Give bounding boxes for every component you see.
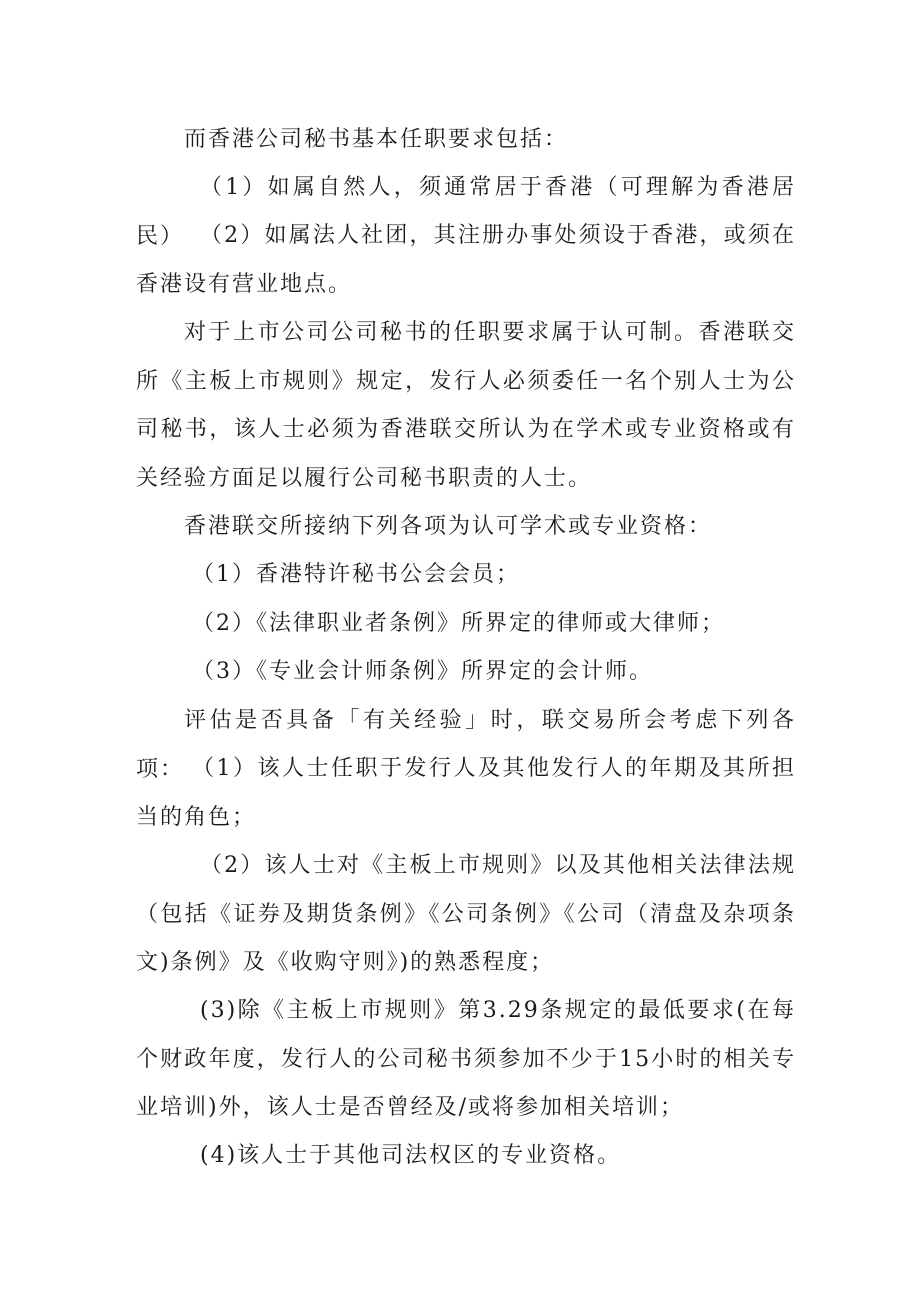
paragraph-natural-person: （1）如属自然人，须通常居于香港（可理解为香港居民） (136, 175, 796, 249)
list-item-experience-3: (3)除《主板上市规则》第3.29条规定的最低要求(在每个财政年度，发行人的公司秘书须参加不少于15小时的相关专业培训)外，该人士是否曾经及/或将参加相关培训； (136, 998, 796, 1120)
list-item-experience-4: (4)该人士于其他司法权区的专业资格。 (200, 1143, 622, 1168)
paragraph-corporate-body: （2）如属法人社团，其注册办事处须设于香港，或须在香港设有营业地点。 (136, 223, 796, 297)
list-item-qualification-2: （2）《法律职业者条例》所界定的律师或大律师； (192, 611, 725, 636)
list-item-qualification-3: （3）《专业会计师条例》所界定的会计师。 (192, 659, 653, 684)
list-item-qualification-1: （1）香港特许秘书公会会员； (192, 562, 520, 587)
paragraph-hk-secretary-requirements: 而香港公司秘书基本任职要求包括： (184, 127, 569, 152)
paragraph-listed-company-requirements: 对于上市公司公司秘书的任职要求属于认可制。香港联交所《主板上市规则》规定，发行人必须委任一名个别人士为公司秘书，该人士必须为香港联交所认为在学术或专业资格或有关经验方面足以履行公司秘书职责的人士。 (136, 320, 796, 491)
paragraph-accepted-qualifications: 香港联交所接纳下列各项为认可学术或专业资格： (184, 514, 713, 539)
list-item-experience-1: （1）该人士任职于发行人及其他发行人的年期及其所担当的角色； (136, 756, 796, 830)
list-item-experience-2: （2）该人士对《主板上市规则》以及其他相关法律法规（包括《证券及期货条例》《公司条例》《公司（清盘及杂项条文)条例》及《收购守则》)的熟悉程度； (136, 853, 796, 975)
paragraph-relevant-experience: 评估是否具备「有关经验」时，联交易所会考虑下列各项： (136, 708, 796, 782)
